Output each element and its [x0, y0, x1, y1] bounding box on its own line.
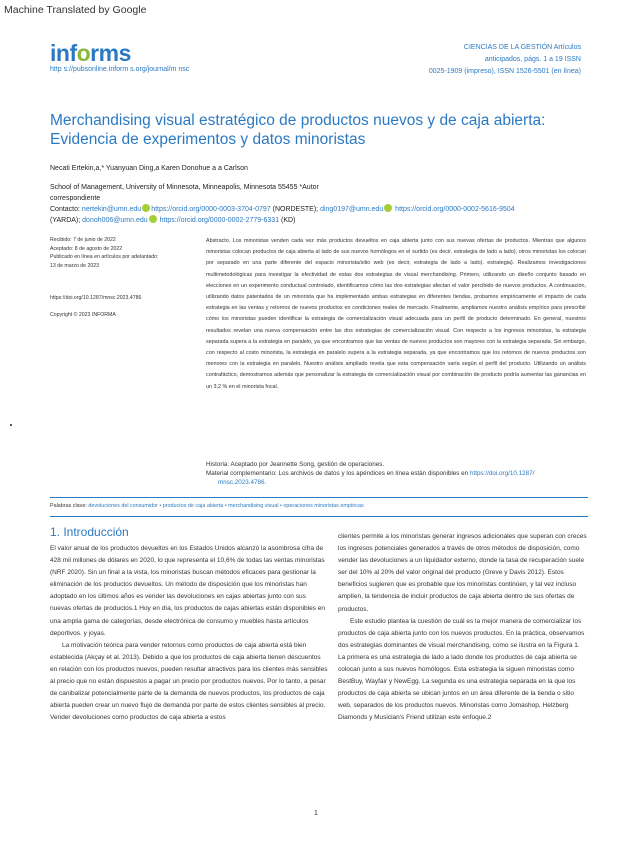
orcid-link-1[interactable]: https://orcid.org/0000-0003-3704-0797: [151, 206, 271, 213]
published-date: 13 de marzo de 2023: [50, 262, 100, 269]
email-link-2[interactable]: ding0197@umn.edu: [320, 206, 384, 213]
orcid-icon[interactable]: [142, 204, 150, 212]
supplement-link-cont-row: [206, 479, 586, 488]
keywords-label: Palabras clave:: [50, 503, 89, 509]
article-title: Merchandising visual estratégico de productos nuevos y de caja abierta: Evidencia de experimentos y datos minoristas: [50, 112, 546, 148]
journal-line-1: CIENCIAS DE LA GESTIÓN Artículos: [463, 44, 581, 51]
informs-logo: [50, 40, 131, 67]
received-date: Recibido: 7 de junio de 2022: [50, 237, 116, 243]
email-link-3[interactable]: donoh006@umn.edu: [82, 217, 148, 224]
supplement-link[interactable]: https://doi.org/10.1287/: [469, 469, 535, 477]
orcid-1-label: (NORDESTE);: [270, 206, 321, 213]
affiliation-line-2: correspondiente: [50, 195, 101, 202]
paragraph: Este estudio plantea la cuestión de cuál es la mejor manera de comercializar los productos de caja abierta junto con los nuevos productos. En la práctica, observamos dos estrategias dominantes de visual merchandising, como se ilustra en la Figura 1. La primera es una estrategia de lado a lado donde los productos de caja abierta se colocan junto a sus nuevos homólogos. Esta estrategia la siguen minoristas como BestBuy, Wayfair y NewEgg. La segunda es una estrategia separada en la que los productos de caja abierta se ubican juntos en un área diferente de la tienda o sitio web, separados de los productos nuevos. Minoristas como Jomashop, Helzberg Diamonds y Musician's Friend utilizan este enfoque.2: [338, 617, 585, 722]
supplement-link-cont[interactable]: mnsc.2023.4786.: [218, 478, 267, 486]
copyright: Copyright © 2023 INFORMA: [50, 311, 116, 318]
doi-link[interactable]: https://doi.org/10.1287/mnsc.2023.4786: [50, 295, 142, 301]
orcid-link-3[interactable]: https://orcid.org/0000-0002-2779-6331: [159, 217, 280, 224]
affiliation-block: [50, 182, 590, 226]
divider-top: [50, 497, 588, 498]
journal-url-link[interactable]: http s://pubsonline.inform s.org/journal/m nsc: [50, 66, 190, 73]
abstract: Abstracto. Los minoristas venden cada vez más productos devueltos en caja abierta junto con sus nuevas ofertas de productos. Mientras que algunos minoristas colocan productos de caja abierta al lado de sus nuevos homólogos en el surtido (es decir, estrategia de lado a lado), otros minoristas los colocan por separado en una parte diferente del espacio minorista/sitio web (es decir, estrategia de lado a lado). estrategia). Realizamos investigaciones multimetodológicas para investigar la efectividad de estas dos estrategias de visual merchandising. Primero, utilizando un diseño conjunto basado en elecciones en un experimento conductual controlado, identificamos cómo las dos estrategias afectan el valor percibido de nuevos productos. A continuación, utilizando datos patentados de un minorista que ha implementado ambas estrategias en diferentes tiendas, probamos empíricamente el impacto de cada estrategia en las ventas y retornos de nuevos productos en condiciones reales de mercado. Finalmente, ampliamos nuestro análisis empírico para prescribir cómo los minoristas pueden identificar la estrategia de comercialización visual adecuada para un perfil de producto determinado. En general, nuestros resultados revelan una nueva compensación entre las dos estrategias de comercialización visual. Con respecto a los ingresos minoristas, la estrategia separada supera a la estrategia en paralelo, ya que encontramos que las ventas de nuevos productos son mayores con la estrategia separada. Sin embargo, con respecto al costo minorista, la estrategia en paralelo supera a la estrategia separada, ya que encontramos que los retornos de nuevos productos son menores con la estrategia en paralelo. Nuestro análisis ampliado revela que esta compensación varía según el perfil del producto. Utilizando un análisis contrafáctico, demostramos además que personalizar la estrategia de comercialización visual por combinación de producto podría aumentar las ganancias en un 3,2 % en el minorista focal.: [206, 238, 586, 390]
body-column-right: [338, 531, 588, 725]
page-number: 1: [314, 810, 318, 817]
orcid-icon[interactable]: [384, 204, 392, 212]
supplement-line: [206, 470, 586, 479]
section-heading-introduction: 1. Introducción: [50, 525, 129, 539]
body-column-left: [50, 543, 328, 724]
logo-text-dot: o: [76, 40, 91, 66]
margin-mark: [10, 424, 12, 426]
keywords-list[interactable]: devoluciones del consumidor • productos de caja abierta • merchandising visual • operaciones minoristas empíricas: [88, 503, 364, 509]
journal-line-3: 0025-1909 (impreso), ISSN 1526-5501 (en línea): [428, 68, 581, 75]
email-link-1[interactable]: nertekin@umn.edu: [81, 206, 142, 213]
paragraph: El valor anual de los productos devueltos en los Estados Unidos alcanzó la asombrosa cifra de 428 mil millones de dólares en 2020, lo que representa el 10,6% de todas las ventas minoristas (NRF 2020). Sin un final a la vista, los minoristas buscan métodos eficaces para gestionar la eliminación de los productos devueltos. Un método de disposición que los minoristas han adoptado en los últimos años es vender las devoluciones en cajas abiertas junto con sus nuevas ofertas de productos.1 Hoy en día, los productos de cajas abiertas están disponibles en una amplia gama de categorías, desde electrónica de consumo y muebles hasta artículos deportivos. y joyas.: [50, 545, 325, 637]
history-block: [206, 461, 586, 487]
published-label: Publicado en línea en artículos por adelantado:: [50, 254, 159, 260]
orcid-3-label: (KD): [279, 217, 296, 224]
journal-line-2: anticipados, págs. 1 a 19 ISSN: [484, 56, 581, 63]
supplement-text: Material complementario: Los archivos de datos y los apéndices en línea están disponibles en: [206, 469, 470, 477]
machine-translation-banner: Machine Translated by Google: [4, 4, 147, 16]
contact-line-2: [50, 215, 590, 226]
yarda-label: (YARDA);: [50, 217, 83, 224]
history-line: Historia: Aceptado por Jeannette Song, gestión de operaciones.: [206, 461, 385, 468]
accepted-date: Aceptado: 8 de agosto de 2022: [50, 245, 123, 252]
author-list: Necati Ertekin,a,* Yuanyuan Ding,a Karen Donohue a a Carlson: [50, 165, 248, 172]
journal-info: [351, 42, 581, 78]
contact-line: [50, 204, 590, 215]
paragraph: La motivación teórica para vender retornos como productos de caja abierta está bien establecida (Akçay et al. 2013). Debido a que los productos de caja abierta tienen descuentos en relación con los productos nuevos, pueden resultar atractivos para los clientes más sensibles al precio que no están dispuestos a pagar un precio por productos nuevos. Por lo tanto, a pesar de canibalizar potencialmente parte de la demanda de nuevos productos, los productos de caja abierta pueden crear un nuevo flujo de demanda por parte de estos clientes sensibles al precio. Vender devoluciones como productos de caja abierta a estos: [50, 641, 328, 722]
logo-text-main: inf: [50, 40, 77, 66]
affiliation-line-1: School of Management, University of Minnesota, Minneapolis, Minnesota 55455 *Autor: [50, 184, 319, 191]
paragraph: clientes permite a los minoristas generar ingresos adicionales que superan con creces los ingresos potenciales generados a través de otros métodos de disposición, como vender las devoluciones a un liquidador externo, donde la tasa de recuperación suele ser del 10% al 20% del valor original del producto (Greve y Davis 2012). Estos beneficios sugieren que es probable que los minoristas continúen, y tal vez incluso amplíen, la tendencia de incluir productos de caja abierta dentro de sus ofertas de productos.: [338, 533, 587, 613]
keywords: [50, 503, 364, 509]
contact-prefix: Contacto:: [50, 206, 82, 213]
orcid-link-2[interactable]: https://orcid.org/0000-0002-5616-9504: [395, 206, 515, 213]
divider-bottom: [50, 516, 588, 517]
logo-text-rest: rms: [90, 40, 131, 66]
orcid-icon[interactable]: [149, 215, 157, 223]
article-meta: [50, 236, 190, 319]
